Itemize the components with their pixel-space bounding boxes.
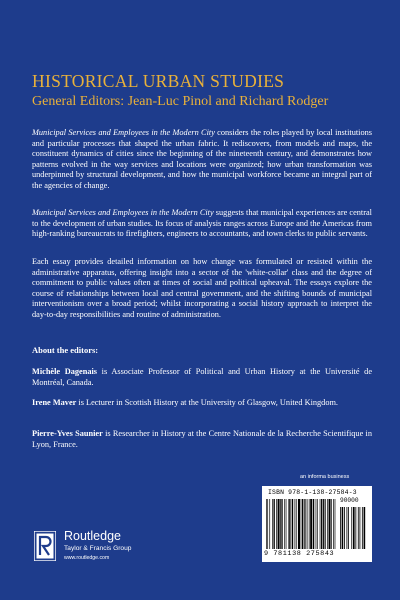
barcode-bar: [292, 499, 293, 549]
barcode-bar: [304, 499, 305, 549]
paragraph-text: considers the roles played by local institutions and particular processes that shaped the urban fabric. It rediscovers, from models and maps, the constituent dynamics of cities since the beginning of the nineteenth century, and demonstrates how patterns evolved in the way services and locations were organized; how urban transformation was underpinned by structural development, and how the municipal workforce became an integral part of the agencies of change.: [32, 128, 372, 190]
editor-bio: [32, 429, 372, 450]
barcode-bar: [335, 499, 336, 549]
publisher-group: Taylor & Francis Group: [64, 545, 132, 552]
isbn-barcode: [262, 486, 372, 562]
barcode-bar: [305, 499, 306, 549]
barcode-bar: [278, 499, 280, 549]
barcode-bar: [295, 499, 296, 549]
barcode-bar: [325, 499, 326, 549]
book-title-italic: Municipal Services and Employees in the Modern City: [32, 128, 215, 137]
addon-bar: [348, 507, 349, 549]
series-title: HISTORICAL URBAN STUDIES: [32, 71, 285, 91]
addon-bar: [360, 507, 361, 549]
barcode-bar: [302, 499, 303, 549]
addon-bar: [340, 507, 341, 549]
editor-bio: [32, 367, 372, 388]
barcode-bar: [333, 499, 334, 549]
barcode-bar: [286, 499, 287, 549]
price-code: 90000: [340, 497, 359, 504]
series-editors: General Editors: Jean-Luc Pinol and Richard Rodger: [32, 94, 329, 109]
publisher-logo: [30, 527, 140, 577]
editor-name: Michèle Dagenais: [32, 367, 98, 376]
addon-bar: [344, 507, 345, 549]
about-editors-heading: About the editors:: [32, 345, 99, 355]
addon-bar: [355, 507, 356, 549]
barcode-bar: [282, 499, 283, 549]
barcode-bar: [269, 499, 270, 549]
editor-bio: [32, 398, 372, 409]
description-paragraph-3: Each essay provides detailed information on how change was formulated or resisted within the administrative apparatus, offering insight into a sector of the 'white-collar' class and the degree of commitment to public values often at times of social and political upheaval. The essays explore the course of relationships between local and central government, and the shifting bounds of municipal interventionism over a broad period; whilst incorporating a social history approach to interpret the day-to-day responsibilities and routine of administration.: [32, 257, 372, 319]
barcode-bar: [273, 499, 274, 549]
barcode-bar: [298, 499, 300, 549]
addon-bar: [351, 507, 352, 549]
barcode-bar: [309, 499, 310, 549]
barcode-bar: [266, 499, 267, 549]
barcode-digits: 9 781138 275843: [264, 550, 335, 558]
barcode-bar: [288, 499, 289, 549]
barcode-bar: [267, 499, 268, 549]
addon-bar: [362, 507, 363, 549]
informa-business-label: an informa business: [300, 474, 350, 480]
addon-bar: [358, 507, 359, 549]
publisher-name: Routledge: [64, 529, 121, 543]
barcode-bar: [307, 499, 308, 549]
addon-bar: [347, 507, 348, 549]
barcode-bar: [320, 499, 321, 549]
editor-name: Irene Maver: [32, 398, 77, 407]
barcode-bar: [323, 499, 324, 549]
barcode-bar: [313, 499, 314, 549]
barcode-bar: [301, 499, 302, 549]
barcode-bar: [280, 499, 281, 549]
addon-bar: [342, 507, 344, 549]
paragraph-text: suggests that municipal experiences are central to the development of urban studies. Its focus of analysis ranges across Europe and the Americas from high-ranking bureaucrats to firefighters, engineers to accountants, and town clerks to public servants.: [32, 208, 372, 239]
editor-name: Pierre-Yves Saunier: [32, 429, 103, 438]
description-paragraph-1: [32, 128, 372, 192]
addon-bar: [364, 507, 366, 549]
barcode-bar: [276, 499, 277, 549]
barcode-bar: [331, 499, 332, 549]
editor-bio-text: is Lecturer in Scottish History at the University of Glasgow, United Kingdom.: [76, 398, 339, 407]
addon-bar: [353, 507, 355, 549]
barcode-bar: [272, 499, 273, 549]
book-title-italic: Municipal Services and Employees in the Modern City: [32, 208, 214, 217]
barcode-bar: [321, 499, 322, 549]
barcode-bar: [317, 499, 318, 549]
barcode-bar: [296, 499, 297, 549]
barcode-bar: [284, 499, 285, 549]
barcode-bar: [290, 499, 291, 549]
barcode-bar: [329, 499, 331, 549]
barcode-bar: [327, 499, 328, 549]
isbn-number: ISBN 978-1-138-27584-3: [268, 489, 357, 496]
barcode-bar: [310, 499, 312, 549]
description-paragraph-2: [32, 208, 372, 240]
editor-bio-text: is Associate Professor of Political and Urban History at the Université de Montréal, Canada.: [32, 367, 372, 387]
publisher-url: www.routledge.com: [64, 555, 110, 561]
barcode-bars: [266, 499, 368, 549]
editor-bio-text: is Researcher in History at the Centre Nationale de la Recherche Scientifique in Lyon, France.: [32, 429, 372, 449]
barcode-bar: [316, 499, 317, 549]
routledge-r-icon: [34, 531, 56, 561]
